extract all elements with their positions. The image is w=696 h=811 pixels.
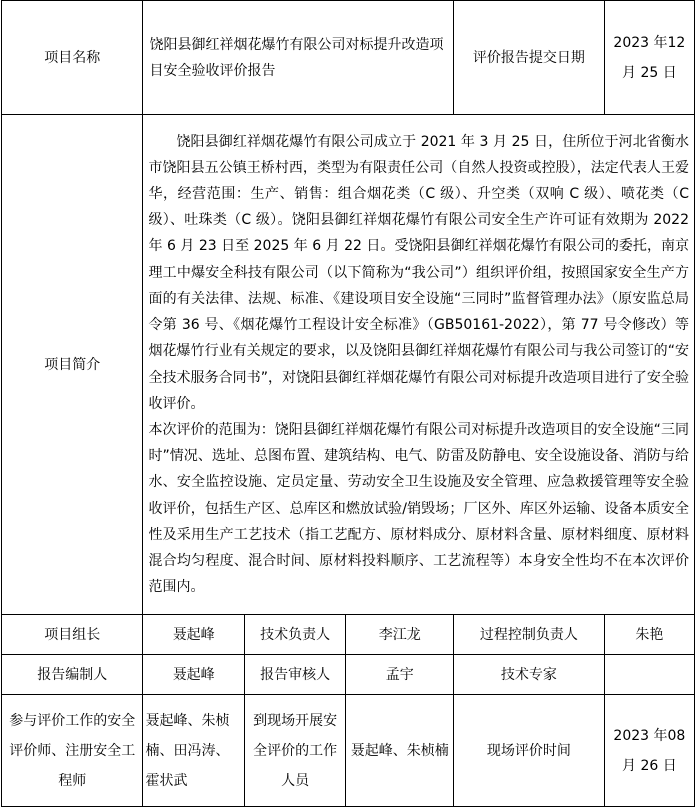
team-leader-value: 聂起峰 [143,615,244,655]
process-control-value: 朱艳 [604,615,694,655]
row-project-intro [2,115,695,615]
onsite-staff-value: 聂起峰、朱桢楠 [346,695,454,807]
submit-date-value: 2023 年12 月 25 日 [604,1,694,115]
onsite-time-value: 2023 年08 月 26 日 [604,695,694,807]
project-name-label: 项目名称 [2,1,143,115]
report-reviewer-label: 报告审核人 [244,655,345,695]
onsite-time-label: 现场评价时间 [454,695,605,807]
participants-value: 聂起峰、朱桢楠、田冯涛、霍状武 [143,695,244,807]
row-report-staff [2,655,695,695]
row-team-lead [2,615,695,655]
onsite-staff-label: 到现场开展安全评价的工作人员 [244,695,345,807]
intro-paragraph-1: 饶阳县御红祥烟花爆竹有限公司成立于 2021 年 3 月 25 日，住所位于河北省衡水市饶阳县五公镇王桥村西，类型为有限责任公司（自然人投资或控股），法定代表人王爱华，经营范围：生产、销售：组合烟花类（C 级）、升空类（双响 C 级）、喷花类（C 级）、吐珠类（C 级）。饶阳县御红祥烟花爆竹有限公司安全生产许可证有效期为 2022 年 6 月 23 日至 2025 年 6 月 22 日。受饶阳县御红祥烟花爆竹有限公司的委托，南京理工中爆安全科技有限公司（以下简称为“我公司”）组织评价组，按照国家安全生产方面的有关法律、法规、标准、《建设项目安全设施“三同时”监督管理办法》（原安监总局令第 36 号、《烟花爆竹工程设计安全标准》（GB50161-2022），第 77 号令修改）等烟花爆竹行业有关规定的要求，以及饶阳县御红祥烟花爆竹有限公司与我公司签订的“安全技术服务合同书”，对饶阳县御红祥烟花爆竹有限公司对标提升改造项目进行了安全验收评价。 [148,133,689,412]
participants-label: 参与评价工作的安全评价师、注册安全工程师 [2,695,143,807]
project-intro-value [143,115,695,615]
report-reviewer-value: 孟宇 [346,655,454,695]
project-info-table [1,0,695,807]
row-project-name [2,1,695,115]
tech-lead-value: 李江龙 [346,615,454,655]
tech-expert-value [604,655,694,695]
report-author-label: 报告编制人 [2,655,143,695]
project-intro-label: 项目简介 [2,115,143,615]
tech-expert-label: 技术专家 [454,655,605,695]
process-control-label: 过程控制负责人 [454,615,605,655]
row-participants [2,695,695,807]
report-author-value: 聂起峰 [143,655,244,695]
tech-lead-label: 技术负责人 [244,615,345,655]
intro-paragraph-2: 本次评价的范围为：饶阳县御红祥烟花爆竹有限公司对标提升改造项目的安全设施“三同时”情况、选址、总图布置、建筑结构、电气、防雷及防静电、安全设施设备、消防与给水、安全监控设施、定员定量、劳动安全卫生设施及安全管理、应急救援管理等安全验收评价，包括生产区、总库区和燃放试验/销毁场；厂区外、库区外运输、设备本质安全性及采用生产工艺技术（指工艺配方、原材料成分、原材料含量、原材料细度、原材料混合均匀程度、混合时间、原材料投料顺序、工艺流程等）本身安全性均不在本次评价范围内。 [148,421,689,596]
project-name-value: 饶阳县御红祥烟花爆竹有限公司对标提升改造项目安全验收评价报告 [143,1,454,115]
submit-date-label: 评价报告提交日期 [454,1,605,115]
team-leader-label: 项目组长 [2,615,143,655]
